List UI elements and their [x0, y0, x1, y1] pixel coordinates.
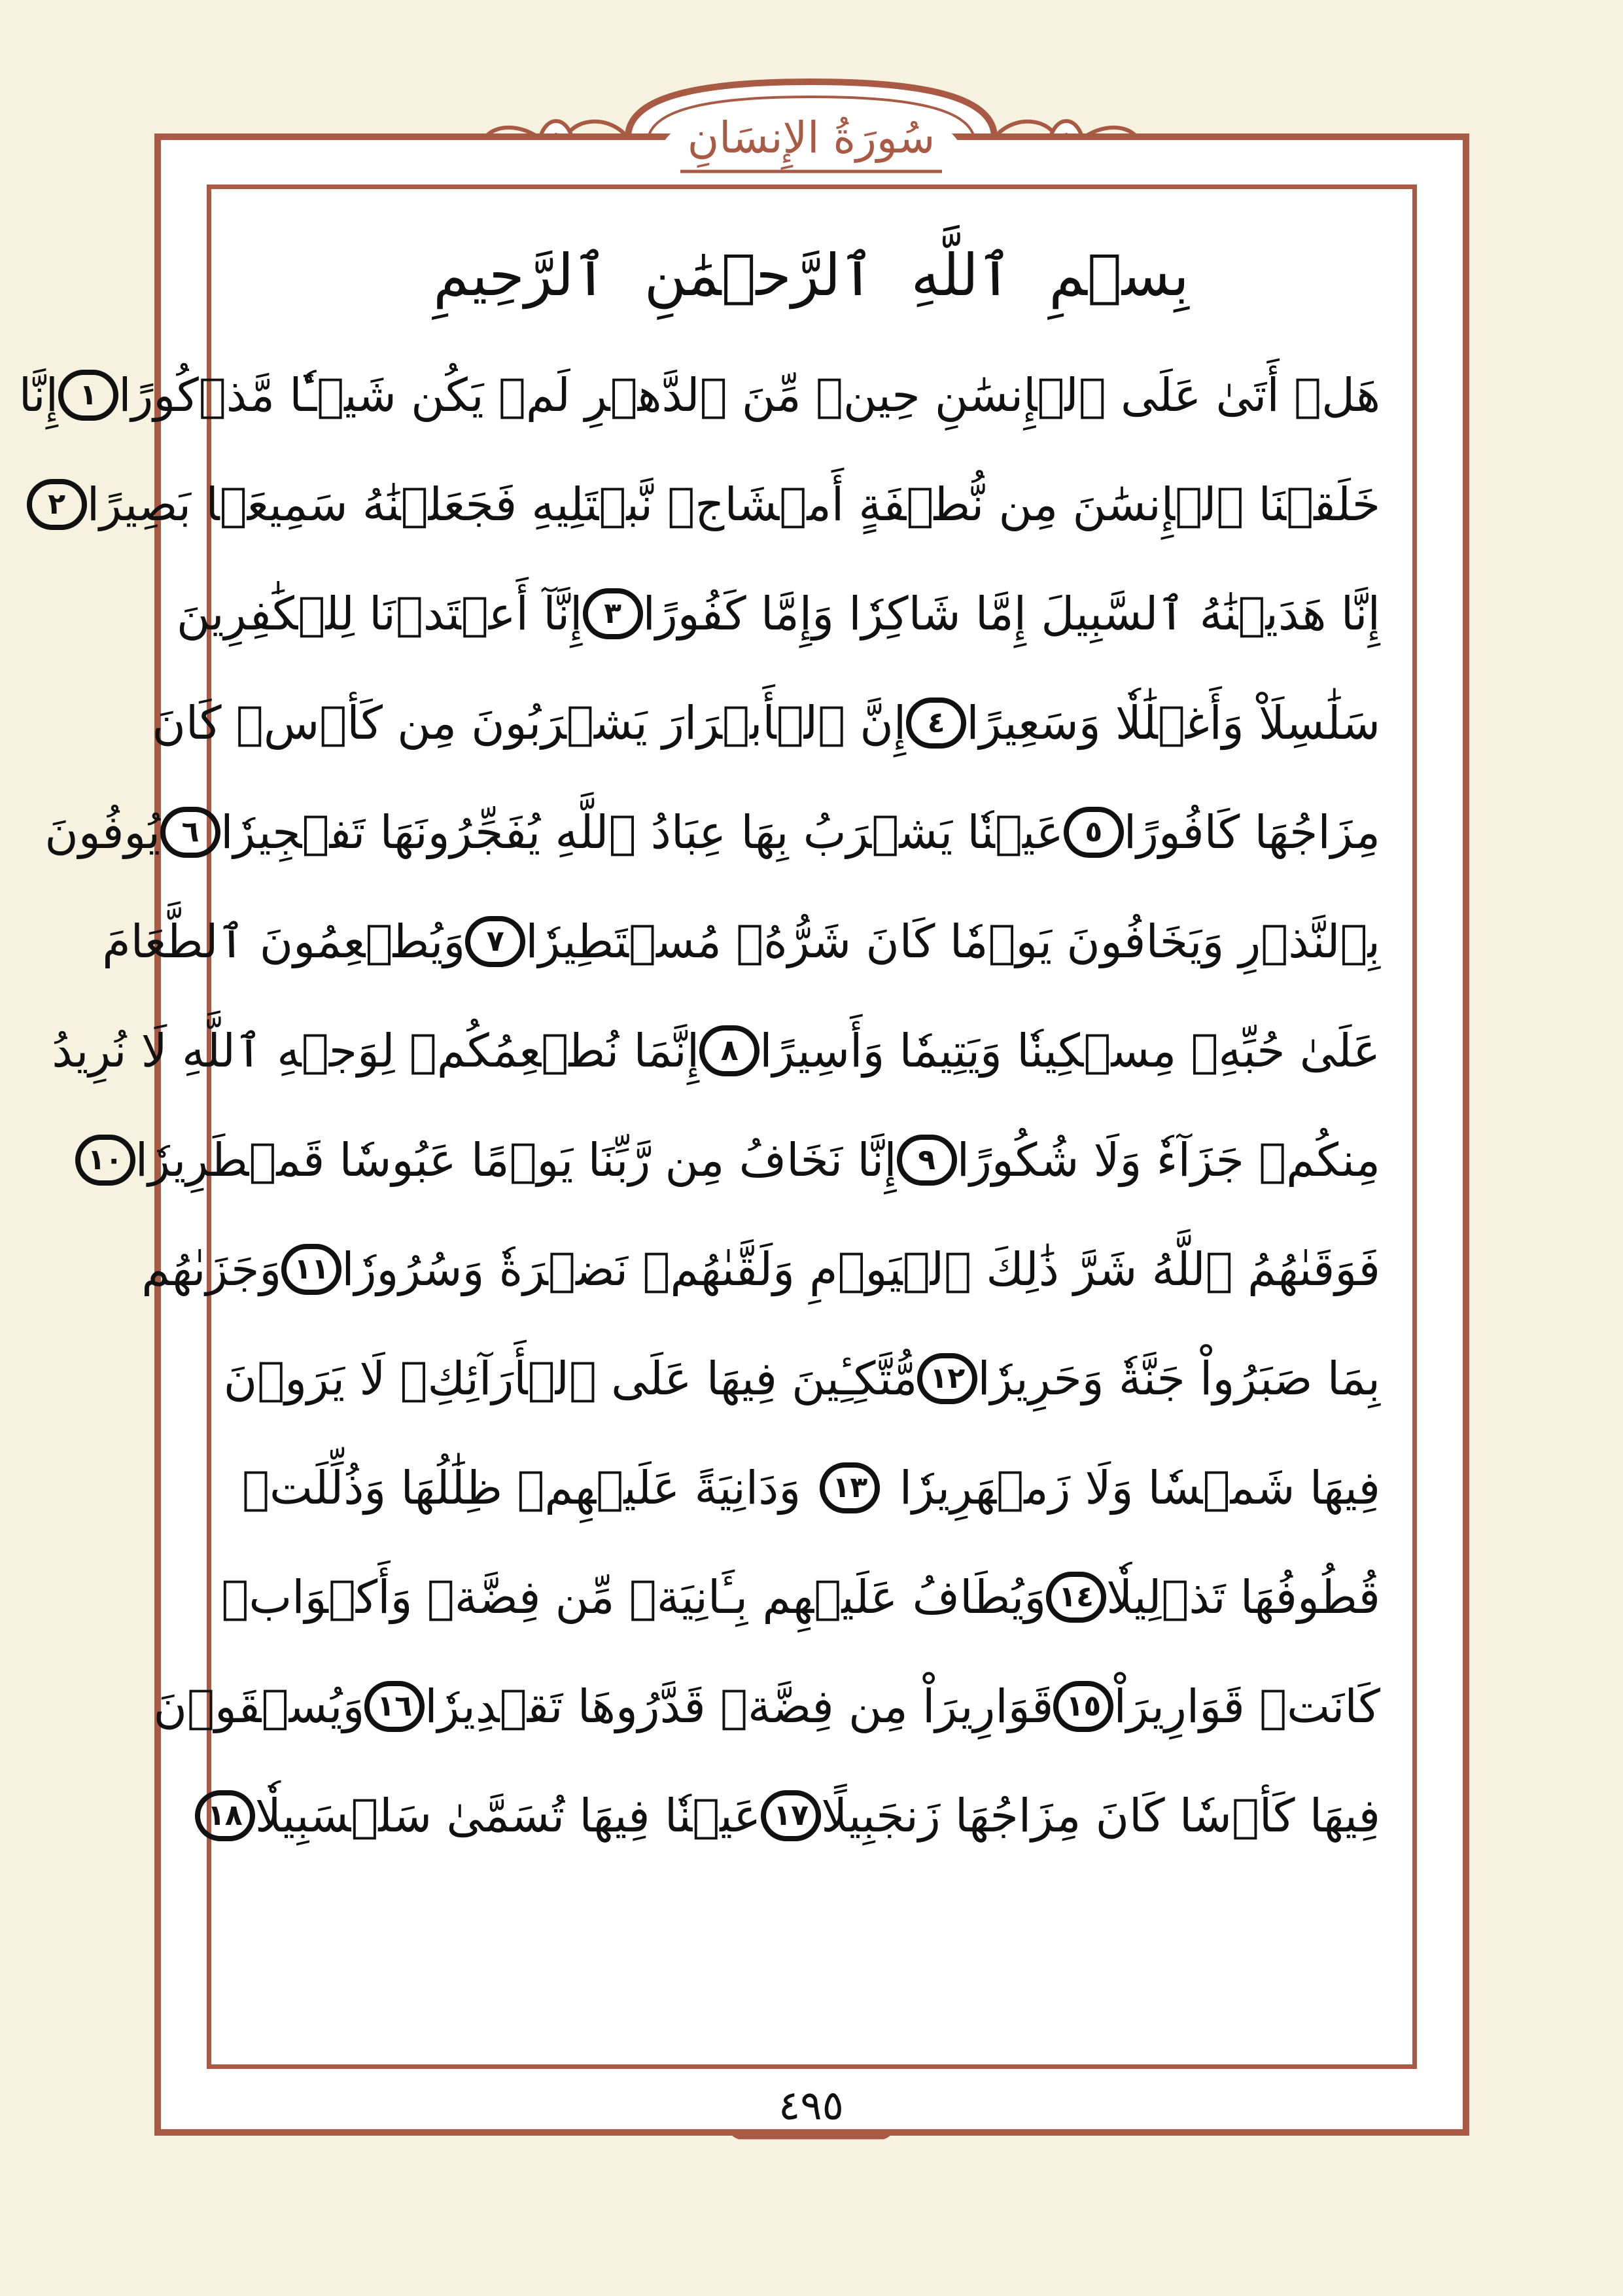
verse-text: هَلۡ أَتَىٰ عَلَى ٱلۡإِنسَٰنِ حِينٞ مِّنَ ٱلدَّهۡرِ لَمۡ يَكُن شَيۡـٔٗا مَّذۡكُورًا — [118, 368, 1380, 422]
text-line — [52, 996, 1380, 1105]
ayah-number-marker: ٩ — [897, 1135, 957, 1186]
text-line — [102, 887, 1380, 996]
ayah-number-marker: ٤ — [906, 698, 966, 749]
ayah-number-marker: ١٧ — [761, 1790, 821, 1841]
ayah-number-marker: ١٨ — [195, 1790, 255, 1841]
ayah-number-marker: ٥ — [1064, 807, 1124, 858]
verse-text: فِيهَا شَمۡسٗا وَلَا زَمۡهَرِيرٗا — [899, 1460, 1380, 1515]
verse-text: إِنَّ ٱلۡأَبۡرَارَ يَشۡرَبُونَ مِن كَأۡسٖ كَانَ — [152, 696, 907, 750]
verse-text: مِزَاجُهَا كَافُورًا — [1123, 805, 1380, 859]
ayah-number-marker: ١ — [58, 370, 118, 421]
text-line — [153, 1651, 1380, 1761]
verse-text: إِنَّا هَدَيۡنَٰهُ ٱلسَّبِيلَ إِمَّا شَاكِرٗا وَإِمَّا كَفُورًا — [642, 586, 1380, 641]
verse-text: وَيُطۡعِمُونَ ٱلطَّعَامَ — [102, 914, 466, 968]
verse-text: خَلَقۡنَا ٱلۡإِنسَٰنَ مِن نُّطۡفَةٍ أَمۡشَاجٖ نَّبۡتَلِيهِ فَجَعَلۡنَٰهُ سَمِيعَۢا بَصِيرًا — [86, 477, 1380, 531]
text-line — [242, 1433, 1380, 1542]
ayah-number-marker: ١٢ — [917, 1353, 977, 1404]
ayah-number-marker: ١٦ — [364, 1681, 425, 1732]
page-number: ٤٩٥ — [778, 2081, 844, 2129]
ayah-number-marker: ٦ — [160, 807, 220, 858]
verse-text: إِنَّا نَخَافُ مِن رَّبِّنَا يَوۡمًا عَبُوسٗا قَمۡطَرِيرٗا — [135, 1133, 897, 1187]
ayah-number-marker: ٧ — [465, 916, 525, 967]
verse-text: عَيۡنٗا يَشۡرَبُ بِهَا عِبَادُ ٱللَّهِ يُفَجِّرُونَهَا تَفۡجِيرٗا — [220, 805, 1064, 859]
verse-text: وَيُسۡقَوۡنَ — [153, 1679, 365, 1733]
text-line — [223, 1324, 1380, 1433]
verse-text: كَانَتۡ قَوَارِيرَاْ — [1113, 1679, 1380, 1733]
text-line — [141, 1214, 1380, 1324]
verse-text: إِنَّا — [18, 368, 59, 422]
verse-text: يُوفُونَ — [44, 805, 161, 859]
text-line — [18, 340, 1380, 450]
ayah-number-marker: ١٥ — [1053, 1681, 1113, 1732]
verse-text: إِنَّمَا نُطۡعِمُكُمۡ لِوَجۡهِ ٱللَّهِ لَا نُرِيدُ — [52, 1023, 700, 1078]
text-line — [48, 450, 1380, 559]
text-line — [176, 559, 1380, 668]
text-line — [221, 1542, 1380, 1651]
ayah-number-marker: ١١ — [281, 1244, 341, 1295]
verse-text: بِمَا صَبَرُواْ جَنَّةٗ وَحَرِيرٗا — [977, 1351, 1380, 1405]
ayah-number-marker: ١٤ — [1046, 1572, 1106, 1623]
basmala: بِسۡمِ ٱللَّهِ ٱلرَّحۡمَٰنِ ٱلرَّحِيمِ — [433, 241, 1189, 309]
verse-text: فِيهَا كَأۡسٗا كَانَ مِزَاجُهَا زَنجَبِيلًا — [821, 1788, 1380, 1843]
verse-text: مُّتَّكِـِٔينَ فِيهَا عَلَى ٱلۡأَرَآئِكِۖ لَا يَرَوۡنَ — [223, 1351, 918, 1405]
verse-text: إِنَّآ أَعۡتَدۡنَا لِلۡكَٰفِرِينَ — [176, 586, 583, 641]
verse-text: قُطُوفُهَا تَذۡلِيلٗا — [1106, 1570, 1380, 1624]
text-line — [44, 777, 1380, 887]
surah-title: سُورَةُ الإِنسَانِ — [687, 112, 935, 163]
verse-text: سَلَٰسِلَاْ وَأَغۡلَٰلٗا وَسَعِيرًا — [966, 696, 1380, 750]
ayah-number-marker: ٣ — [583, 588, 643, 639]
text-line — [207, 1761, 1380, 1870]
verse-text: قَوَارِيرَاْ مِن فِضَّةٖ قَدَّرُوهَا تَقۡدِيرٗا — [425, 1679, 1054, 1733]
verse-text: وَجَزَىٰهُم — [141, 1242, 282, 1296]
verse-text: وَدَانِيَةً عَلَيۡهِمۡ ظِلَٰلُهَا وَذُلِّلَتۡ — [242, 1460, 801, 1515]
text-line — [87, 1105, 1380, 1214]
ayah-number-marker: ٨ — [699, 1025, 759, 1076]
verse-text: عَيۡنٗا فِيهَا تُسَمَّىٰ سَلۡسَبِيلٗا — [254, 1788, 761, 1843]
verse-text: عَلَىٰ حُبِّهِۦ مِسۡكِينٗا وَيَتِيمٗا وَأَسِيرًا — [759, 1023, 1380, 1078]
verse-block — [18, 340, 1380, 1870]
verse-text: بِٱلنَّذۡرِ وَيَخَافُونَ يَوۡمٗا كَانَ شَرُّهُۥ مُسۡتَطِيرٗا — [525, 914, 1380, 968]
verse-text: فَوَقَىٰهُمُ ٱللَّهُ شَرَّ ذَٰلِكَ ٱلۡيَوۡمِ وَلَقَّىٰهُمۡ نَضۡرَةٗ وَسُرُورٗا — [341, 1242, 1380, 1296]
text-line — [152, 668, 1380, 777]
ayah-number-marker: ١٠ — [75, 1135, 135, 1186]
ayah-number-marker: ٢ — [27, 479, 87, 530]
ayah-number-marker: ١٣ — [820, 1462, 880, 1513]
verse-text: مِنكُمۡ جَزَآءٗ وَلَا شُكُورًا — [956, 1133, 1380, 1187]
verse-text: وَيُطَافُ عَلَيۡهِم بِـَٔانِيَةٖ مِّن فِضَّةٖ وَأَكۡوَابٖ — [221, 1570, 1047, 1624]
